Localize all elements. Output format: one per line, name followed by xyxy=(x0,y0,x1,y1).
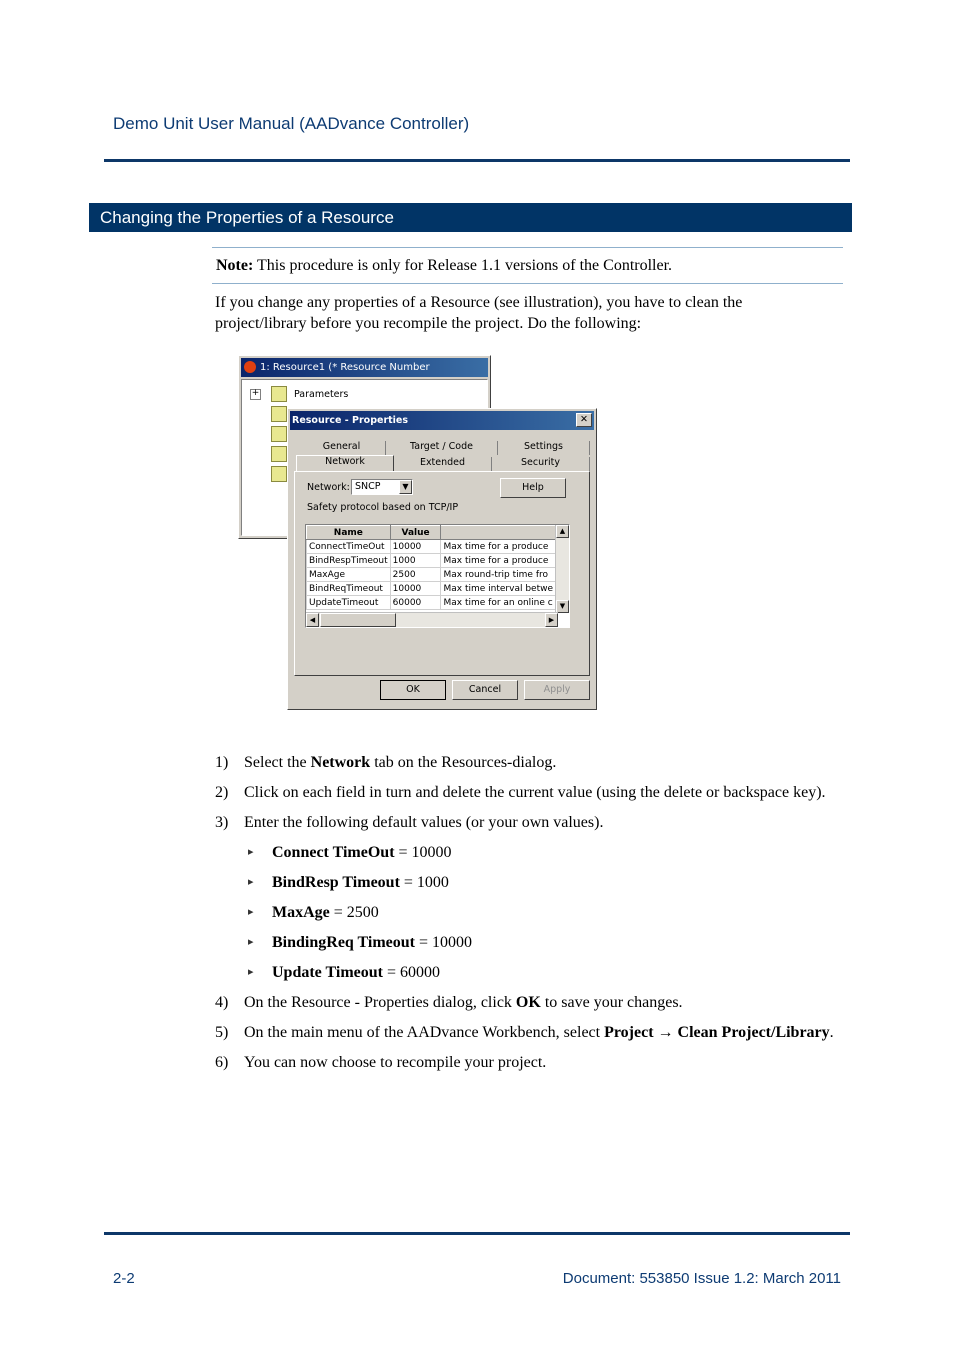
page-number: 2-2 xyxy=(113,1270,135,1287)
close-icon[interactable]: ✕ xyxy=(576,413,592,427)
section-heading: Changing the Properties of a Resource xyxy=(89,203,852,232)
tab-settings[interactable]: Settings xyxy=(498,441,590,455)
column-description[interactable] xyxy=(441,526,556,540)
procedure-steps xyxy=(215,752,835,1082)
note-box xyxy=(212,247,843,284)
step-2: 2) Click on each field in turn and delete the current value (using the delete or backspace key). xyxy=(215,784,826,801)
bullet-icon: ▸ xyxy=(248,936,254,948)
resource-icon xyxy=(244,361,256,373)
tree-expand-icon[interactable]: + xyxy=(251,388,260,398)
tree-title: 1: Resource1 (* Resource Number xyxy=(260,362,430,373)
scroll-arrow-icon[interactable]: ▼ xyxy=(556,600,569,613)
bullet-icon: ▸ xyxy=(248,906,254,918)
step-5: 5) On the main menu of the AADvance Workbench, select Project → Clean Project/Library. xyxy=(215,1024,834,1041)
help-button[interactable]: Help xyxy=(500,478,566,498)
network-select[interactable] xyxy=(351,479,413,495)
tree-title-bar xyxy=(241,358,488,377)
note-text: This procedure is only for Release 1.1 versions of the Controller. xyxy=(253,257,673,274)
table-row[interactable]: UpdateTimeout 60000 Max time for an online c xyxy=(307,596,556,610)
list-item: ▸ Connect TimeOut = 10000 xyxy=(248,844,452,861)
horizontal-scrollbar[interactable] xyxy=(306,612,558,627)
apply-button[interactable]: Apply xyxy=(524,680,590,700)
column-value[interactable]: Value xyxy=(390,526,441,540)
tab-extended[interactable]: Extended xyxy=(394,457,492,471)
tab-general[interactable]: General xyxy=(298,441,386,455)
list-item: ▸ MaxAge = 2500 xyxy=(248,904,379,921)
network-label: Network: xyxy=(307,482,350,493)
scroll-arrow-icon[interactable]: ◀ xyxy=(306,613,319,627)
bullet-icon: ▸ xyxy=(248,876,254,888)
folder-icon xyxy=(271,446,287,462)
step-4: 4) On the Resource - Properties dialog, click OK to save your changes. xyxy=(215,994,683,1011)
step-6: 6) You can now choose to recompile your project. xyxy=(215,1054,547,1071)
parameters-table xyxy=(306,525,556,610)
note-label: Note: xyxy=(216,257,254,274)
chevron-down-icon[interactable]: ▼ xyxy=(399,480,412,494)
resource-properties-screenshot xyxy=(215,346,632,740)
folder-icon xyxy=(271,406,287,422)
scroll-arrow-icon[interactable]: ▲ xyxy=(556,525,569,538)
step-3: 3) Enter the following default values (or your own values). xyxy=(215,814,604,831)
folder-icon xyxy=(271,426,287,442)
column-name[interactable]: Name xyxy=(307,526,391,540)
document-id: Document: 553850 Issue 1.2: March 2011 xyxy=(562,1270,841,1287)
tab-network[interactable]: Network xyxy=(296,455,394,471)
vertical-scrollbar[interactable] xyxy=(555,525,569,613)
scroll-thumb[interactable] xyxy=(320,613,396,627)
footer-rule xyxy=(104,1232,850,1235)
tab-security[interactable]: Security xyxy=(492,457,590,471)
tab-target-code[interactable]: Target / Code xyxy=(386,441,498,455)
folder-icon xyxy=(271,466,287,482)
list-item: ▸ BindingReq Timeout = 10000 xyxy=(248,934,473,951)
table-row[interactable]: BindReqTimeout 10000 Max time interval betwe xyxy=(307,582,556,596)
ok-button[interactable]: OK xyxy=(380,680,446,700)
list-item: ▸ BindResp Timeout = 1000 xyxy=(248,874,449,891)
dialog-title-bar xyxy=(290,411,594,430)
table-row[interactable]: ConnectTimeOut 10000 Max time for a produce xyxy=(307,540,556,554)
folder-icon xyxy=(271,386,287,402)
scroll-arrow-icon[interactable]: ▶ xyxy=(545,613,558,627)
step-1: 1) Select the Network tab on the Resources-dialog. xyxy=(215,754,557,771)
bullet-icon: ▸ xyxy=(248,966,254,978)
intro-paragraph: If you change any properties of a Resource (see illustration), you have to clean the project/library before you recompile the project. Do the following: xyxy=(215,294,743,332)
protocol-description: Safety protocol based on TCP/IP xyxy=(307,502,459,513)
cancel-button[interactable]: Cancel xyxy=(452,680,518,700)
header-rule xyxy=(104,159,850,162)
network-value: SNCP xyxy=(355,481,381,492)
parameters-grid[interactable] xyxy=(305,524,570,628)
table-row[interactable]: MaxAge 2500 Max round-trip time fro xyxy=(307,568,556,582)
tree-item-parameters[interactable]: Parameters xyxy=(294,389,349,400)
table-row[interactable]: BindRespTimeout 1000 Max time for a produce xyxy=(307,554,556,568)
properties-dialog xyxy=(287,408,597,710)
running-header: Demo Unit User Manual (AADvance Controller) xyxy=(113,114,470,133)
tab-panel xyxy=(294,471,590,676)
bullet-icon: ▸ xyxy=(248,846,254,858)
list-item: ▸ Update Timeout = 60000 xyxy=(248,964,441,981)
dialog-title: Resource - Properties xyxy=(292,415,409,426)
